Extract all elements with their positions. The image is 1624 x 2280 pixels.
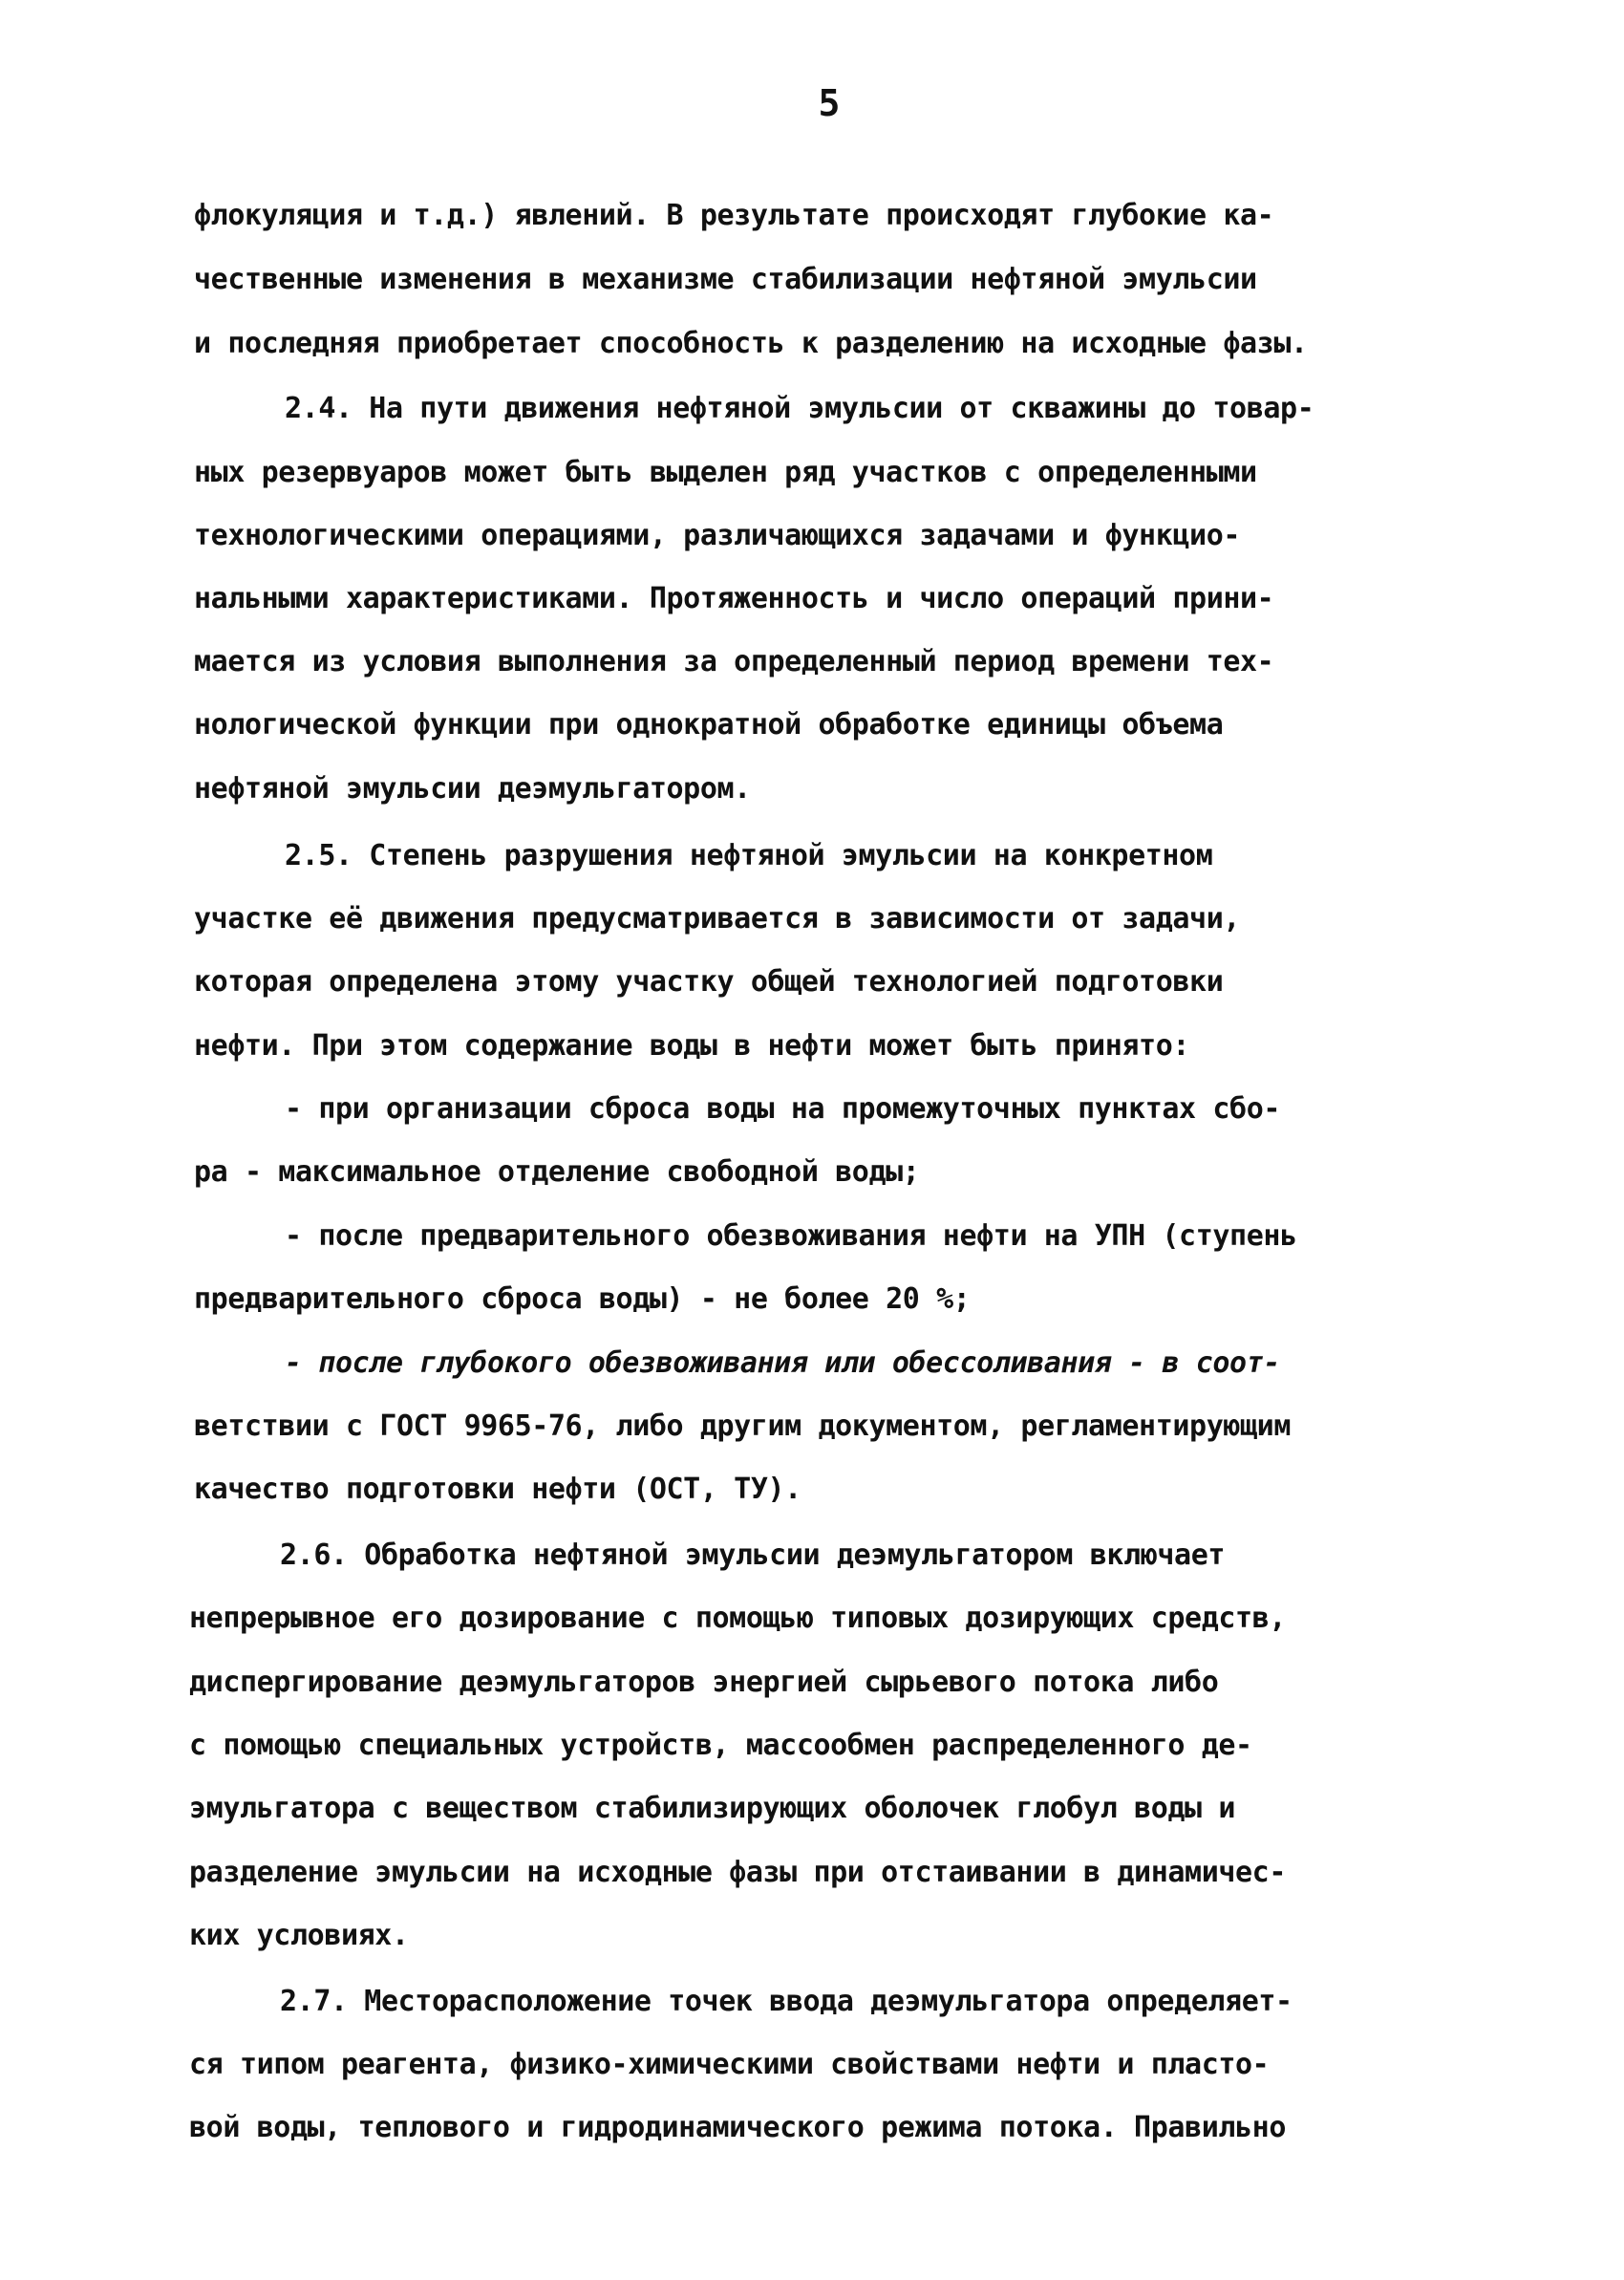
text-line: - при организации сброса воды на промежуточных пунктах сбо- — [285, 1092, 1281, 1126]
text-line: которая определена этому участку общей технологией подготовки — [194, 965, 1224, 999]
text-line: флокуляция и т.д.) явлений. В результате происходят глубокие ка- — [194, 199, 1274, 232]
text-line: - после глубокого обезвоживания или обессоливания - в соот- — [285, 1346, 1281, 1380]
text-line: 2.7. Месторасположение точек ввода деэмульгатора определяет- — [280, 1985, 1293, 2018]
text-line: 2.6. Обработка нефтяной эмульсии деэмульгатором включает — [280, 1538, 1226, 1572]
text-line: нологической функции при однократной обработке единицы объема — [194, 708, 1224, 742]
text-line: диспергирование деэмульгаторов энергией сырьевого потока либо — [189, 1666, 1219, 1699]
text-line: 2.4. На пути движения нефтяной эмульсии от скважины до товар- — [285, 392, 1314, 425]
text-line: технологическими операциями, различающихся задачами и функцио- — [194, 519, 1241, 552]
text-line: 2.5. Степень разрушения нефтяной эмульсии на конкретном — [285, 839, 1213, 872]
text-line: разделение эмульсии на исходные фазы при отстаивании в динамичес- — [189, 1856, 1286, 1889]
text-line: ра - максимальное отделение свободной воды; — [194, 1155, 920, 1189]
text-line: - после предварительного обезвоживания нефти на УПН (ступень — [285, 1219, 1297, 1253]
text-line: ветствии с ГОСТ 9965-76, либо другим документом, регламентирующим — [194, 1409, 1291, 1443]
text-line: непрерывное его дозирование с помощью типовых дозирующих средств, — [189, 1602, 1286, 1635]
text-line: с помощью специальных устройств, массообмен распределенного де- — [189, 1729, 1252, 1762]
text-line: нефти. При этом содержание воды в нефти может быть принято: — [194, 1029, 1190, 1063]
text-line: эмульгатора с веществом стабилизирующих оболочек глобул воды и — [189, 1792, 1236, 1825]
text-line: ся типом реагента, физико-химическими свойствами нефти и пласто- — [189, 2048, 1270, 2081]
page-number: 5 — [818, 82, 841, 124]
text-line: ных резервуаров может быть выделен ряд участков с определенными — [194, 456, 1257, 489]
text-line: мается из условия выполнения за определенный период времени тех- — [194, 645, 1274, 678]
text-line: качество подготовки нефти (ОСТ, ТУ). — [194, 1473, 801, 1506]
text-line: вой воды, теплового и гидродинамического режима потока. Правильно — [189, 2111, 1286, 2144]
text-line: чественные изменения в механизме стабилизации нефтяной эмульсии — [194, 263, 1257, 296]
text-line: нальными характеристиками. Протяженность и число операций прини- — [194, 582, 1274, 615]
text-line: предварительного сброса воды) - не более 20 %; — [194, 1282, 971, 1316]
text-line: участке её движения предусматривается в зависимости от задачи, — [194, 902, 1241, 936]
text-line: нефтяной эмульсии деэмульгатором. — [194, 772, 751, 806]
text-line: ких условиях. — [189, 1919, 409, 1952]
text-line: и последняя приобретает способность к разделению на исходные фазы. — [194, 327, 1308, 360]
